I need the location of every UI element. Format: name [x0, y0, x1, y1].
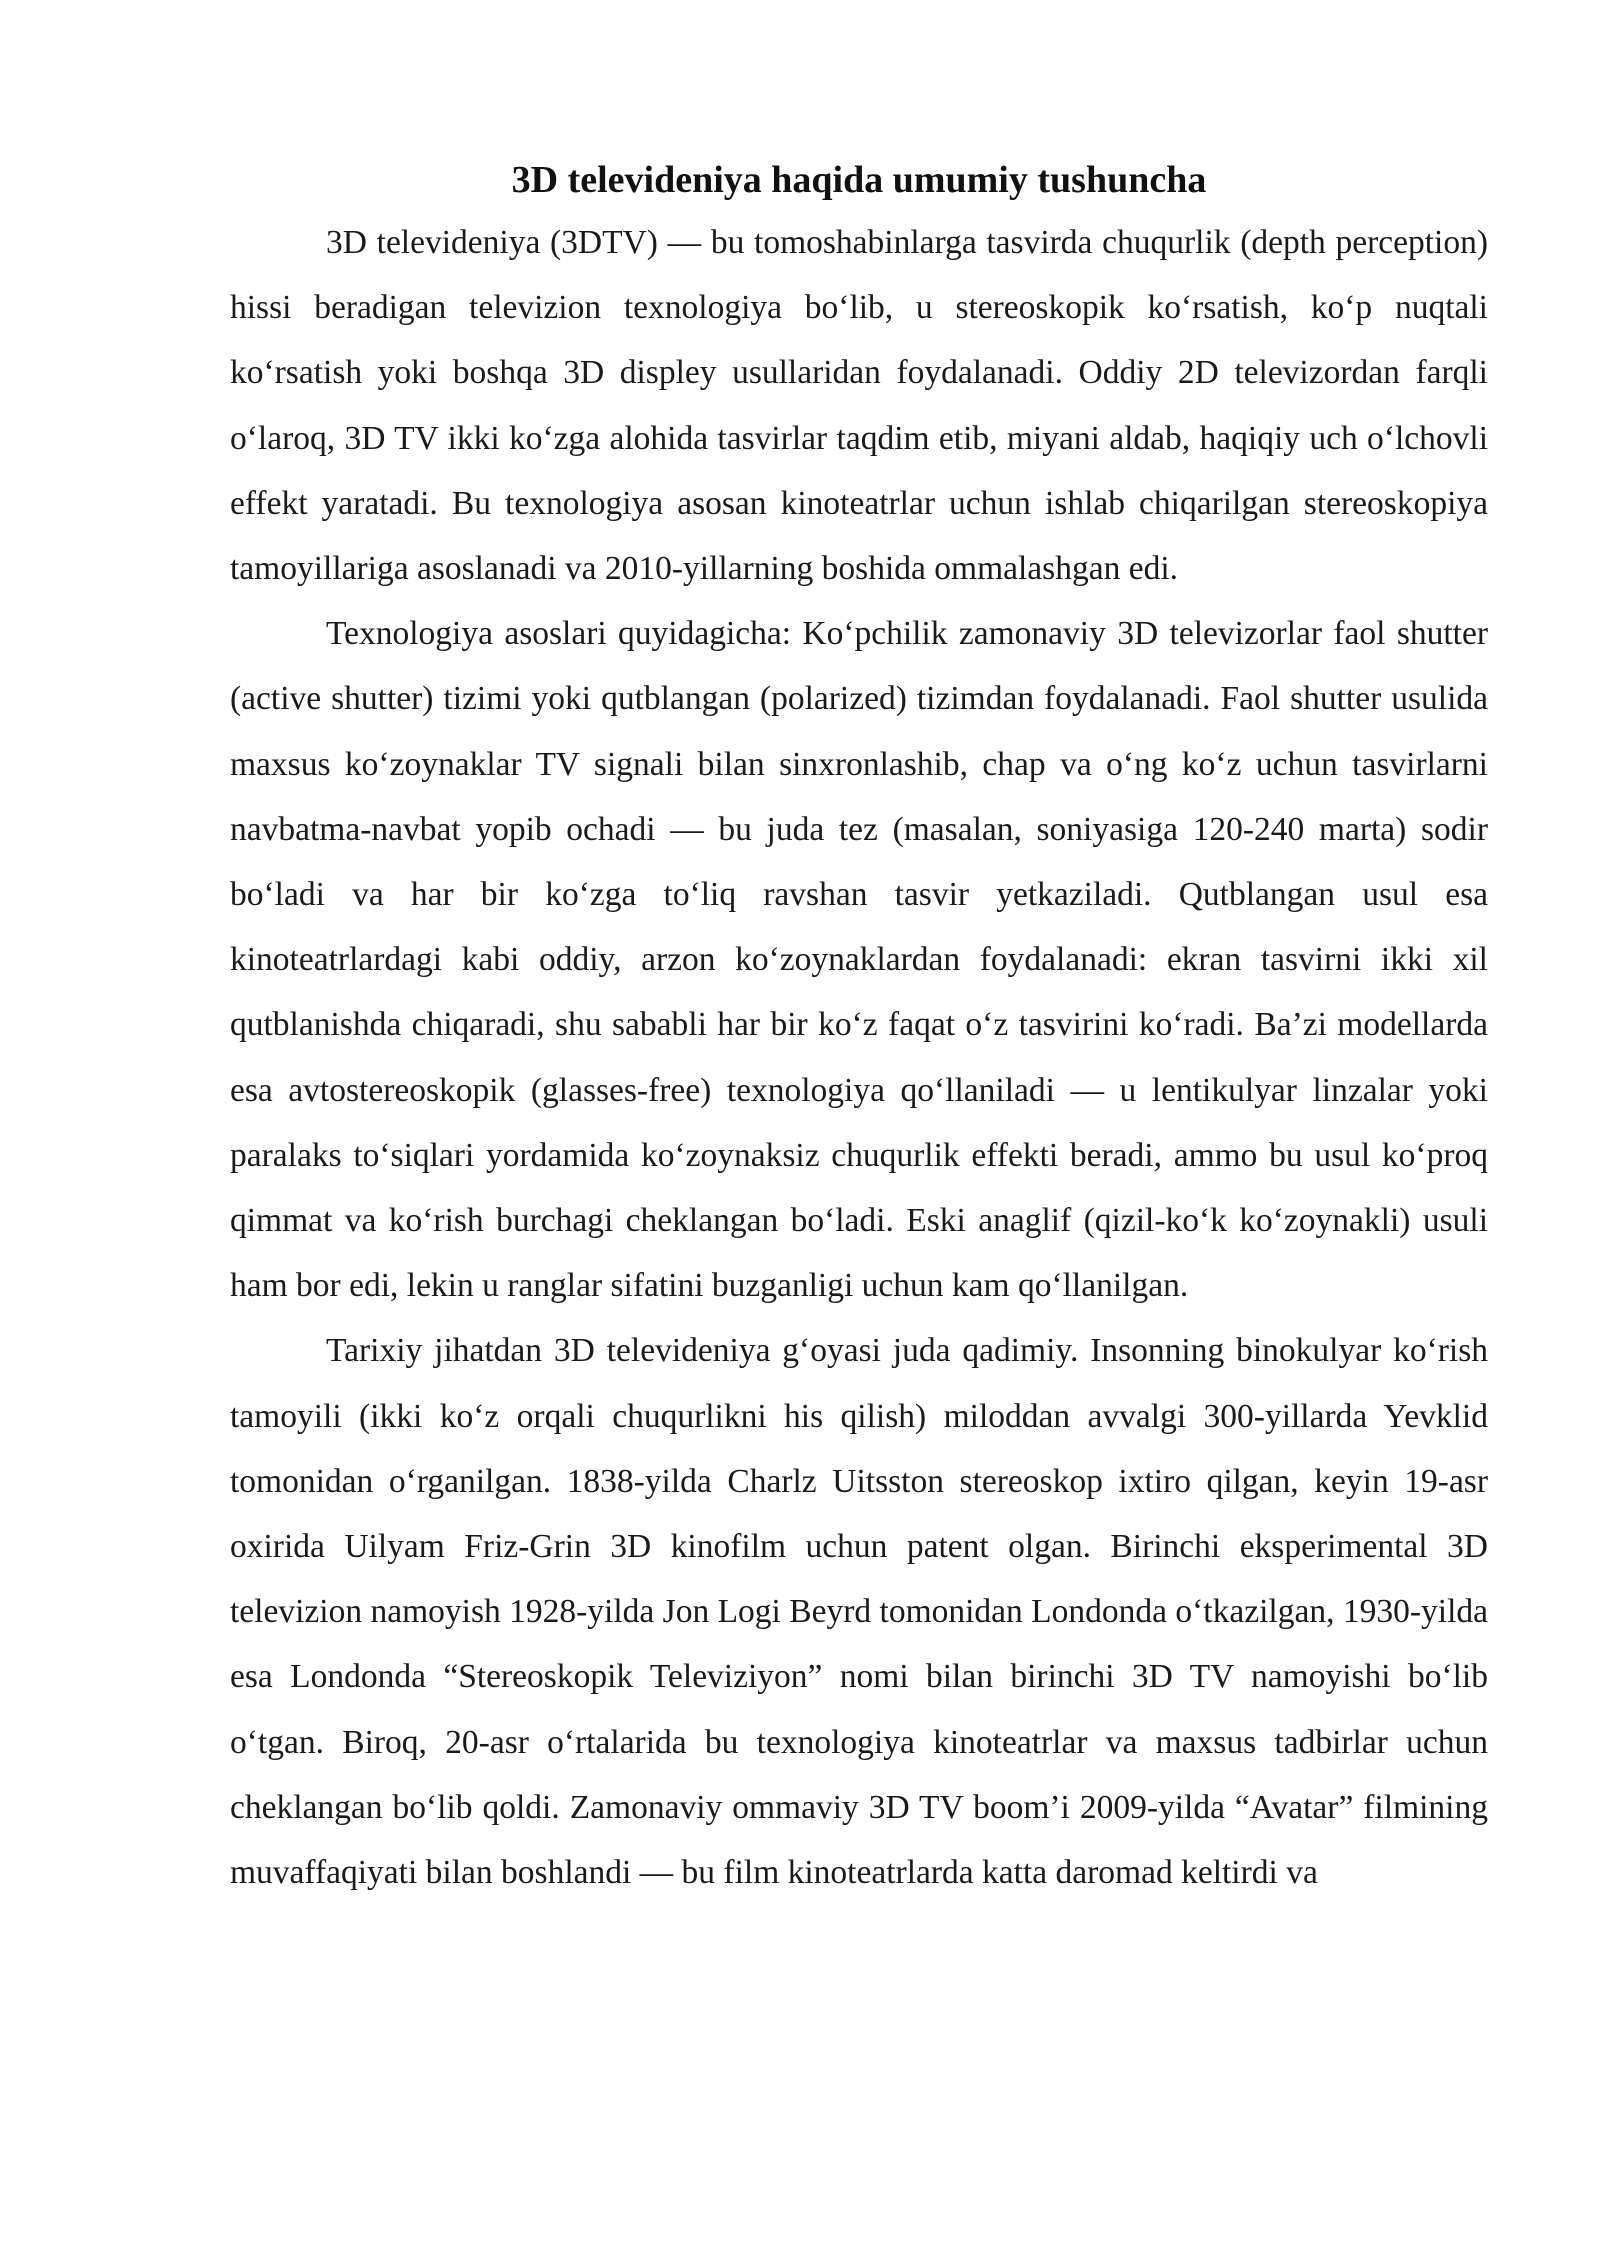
document-title: 3D televideniya haqida umumiy tushuncha	[511, 159, 1207, 201]
paragraph-history: Tarixiy jihatdan 3D televideniya g‘oyasi juda qadimiy. Insonning binokulyar ko‘rish tamoyili (ikki ko‘z orqali chuqurlikni his qilish) miloddan avvalgi 300-yillarda Yevklid tomonidan o‘rganilgan. 1838-yilda Charlz Uitsston stereoskop ixtiro qilgan, keyin 19-asr oxirida Uilyam Friz-Grin 3D kinofilm uchun patent olgan. Birinchi eksperimental 3D televizion namoyish 1928-yilda Jon Logi Beyrd tomonidan Londonda o‘tkazilgan, 1930-yilda esa Londonda “Stereoskopik Televiziyon” nomi bilan birinchi 3D TV namoyishi bo‘lib o‘tgan. Biroq, 20-asr o‘rtalarida bu texnologiya kinoteatrlar va maxsus tadbirlar uchun cheklangan bo‘lib qoldi. Zamonaviy ommaviy 3D TV boom’i 2009-yilda “Avatar” filmining muvaffaqiyati bilan boshlandi — bu film kinoteatrlarda katta daromad keltirdi va	[230, 1332, 1488, 1892]
paragraph-technology-basics: Texnologiya asoslari quyidagicha: Ko‘pchilik zamonaviy 3D televizorlar faol shutter (active shutter) tizimi yoki qutblangan (polarized) tizimdan foydalanadi. Faol shutter usulida maxsus ko‘zoynaklar TV signali bilan sinxronlashib, chap va o‘ng ko‘z uchun tasvirlarni navbatma-navbat yopib ochadi — bu juda tez (masalan, soniyasiga 120-240 marta) sodir bo‘ladi va har bir ko‘zga to‘liq ravshan tasvir yetkaziladi. Qutblangan usul esa kinoteatrlardagi kabi oddiy, arzon ko‘zoynaklardan foydalanadi: ekran tasvirni ikki xil qutblanishda chiqaradi, shu sababli har bir ko‘z faqat o‘z tasvirini ko‘radi. Ba’zi modellarda esa avtostereoskopik (glasses-free) texnologiya qo‘llaniladi — u lentikulyar linzalar yoki paralaks to‘siqlari yordamida ko‘zoynaksiz chuqurlik effekti beradi, ammo bu usul ko‘proq qimmat va ko‘rish burchagi cheklangan bo‘ladi. Eski anaglif (qizil-ko‘k ko‘zoynakli) usuli ham bor edi, lekin u ranglar sifatini buzganligi uchun kam qo‘llanilgan.	[230, 615, 1488, 1305]
document-page	[230, 150, 1488, 1905]
paragraph-introduction: 3D televideniya (3DTV) — bu tomoshabinlarga tasvirda chuqurlik (depth perception) hissi beradigan televizion texnologiya bo‘lib, u stereoskopik ko‘rsatish, ko‘p nuqtali ko‘rsatish yoki boshqa 3D displey usullaridan foydalanadi. Oddiy 2D televizordan farqli o‘laroq, 3D TV ikki ko‘zga alohida tasvirlar taqdim etib, miyani aldab, haqiqiy uch o‘lchovli effekt yaratadi. Bu texnologiya asosan kinoteatrlar uchun ishlab chiqarilgan stereoskopiya tamoyillariga asoslanadi va 2010-yillarning boshida ommalashgan edi.	[230, 224, 1488, 588]
